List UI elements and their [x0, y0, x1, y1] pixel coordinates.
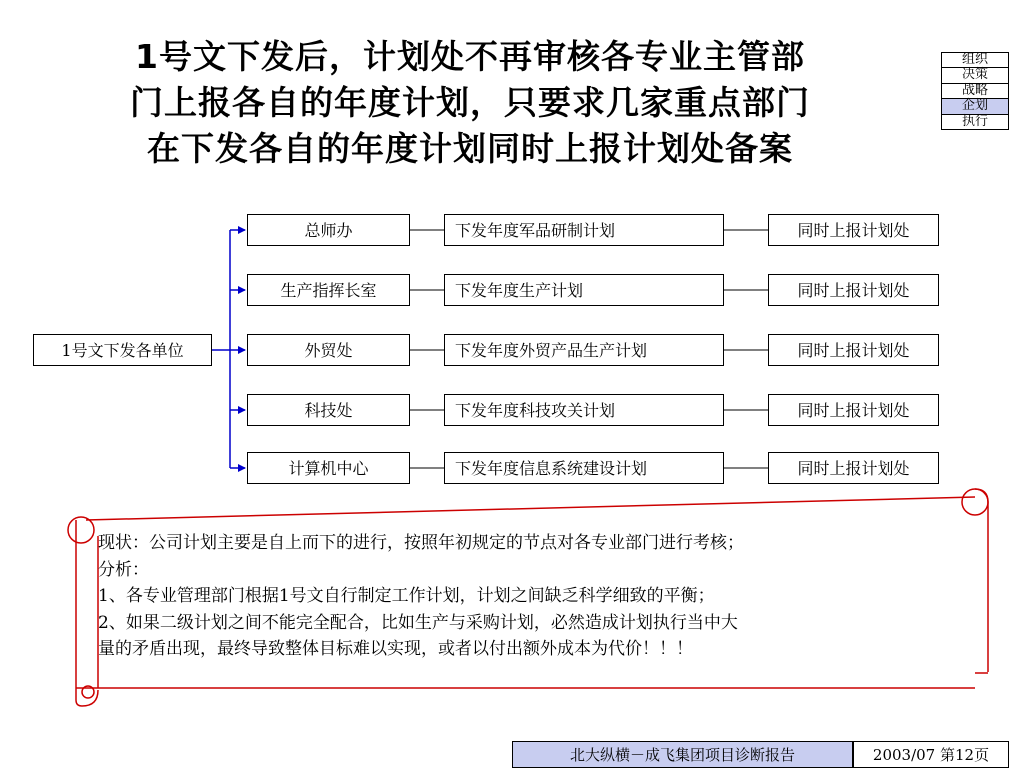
- analysis-note: [98, 530, 968, 663]
- footer-page-number: 2003/07 第12页: [853, 741, 1009, 768]
- report-box: 同时上报计划处: [768, 452, 939, 484]
- nav-item-org[interactable]: 组织: [942, 53, 1008, 68]
- nav-item-decision[interactable]: 决策: [942, 68, 1008, 83]
- dept-box: 总师办: [247, 214, 410, 246]
- report-box: 同时上报计划处: [768, 334, 939, 366]
- plan-box: 下发年度军品研制计划: [444, 214, 724, 246]
- note-line-analysis-label: 分析：: [98, 559, 149, 580]
- dept-box: 外贸处: [247, 334, 410, 366]
- title-line-1: 1号文下发后，计划处不再审核各专业主管部: [135, 37, 805, 76]
- plan-box: 下发年度外贸产品生产计划: [444, 334, 724, 366]
- note-line-point-1: 1、各专业管理部门根据1号文自行制定工作计划，计划之间缺乏科学细致的平衡；: [98, 586, 715, 606]
- plan-box: 下发年度科技攻关计划: [444, 394, 724, 426]
- report-box: 同时上报计划处: [768, 394, 939, 426]
- title-line-3: 在下发各自的年度计划同时上报计划处备案: [147, 129, 793, 168]
- plan-box: 下发年度生产计划: [444, 274, 724, 306]
- branch-lines: [212, 230, 245, 468]
- note-line-point-2a: 2、如果二级计划之间不能完全配合，比如生产与采购计划，必然造成计划执行当中大: [98, 612, 738, 633]
- dept-box: 科技处: [247, 394, 410, 426]
- nav-item-planning[interactable]: 企划: [942, 99, 1008, 114]
- note-line-point-2b: 量的矛盾出现，最终导致整体目标难以实现，或者以付出额外成本为代价！！！: [98, 639, 693, 659]
- dept-box: 生产指挥长室: [247, 274, 410, 306]
- title-line-2: 门上报各自的年度计划，只要求几家重点部门: [130, 83, 810, 122]
- footer-report-title: 北大纵横－成飞集团项目诊断报告: [512, 741, 853, 768]
- report-box: 同时上报计划处: [768, 214, 939, 246]
- note-line-status: 现状：公司计划主要是自上而下的进行，按照年初规定的节点对各专业部门进行考核；: [98, 533, 744, 553]
- nav-item-strategy[interactable]: 战略: [942, 84, 1008, 99]
- dept-box: 计算机中心: [247, 452, 410, 484]
- plan-box: 下发年度信息系统建设计划: [444, 452, 724, 484]
- nav-item-execution[interactable]: 执行: [961, 113, 988, 129]
- report-box: 同时上报计划处: [768, 274, 939, 306]
- source-box: 1号文下发各单位: [33, 334, 212, 366]
